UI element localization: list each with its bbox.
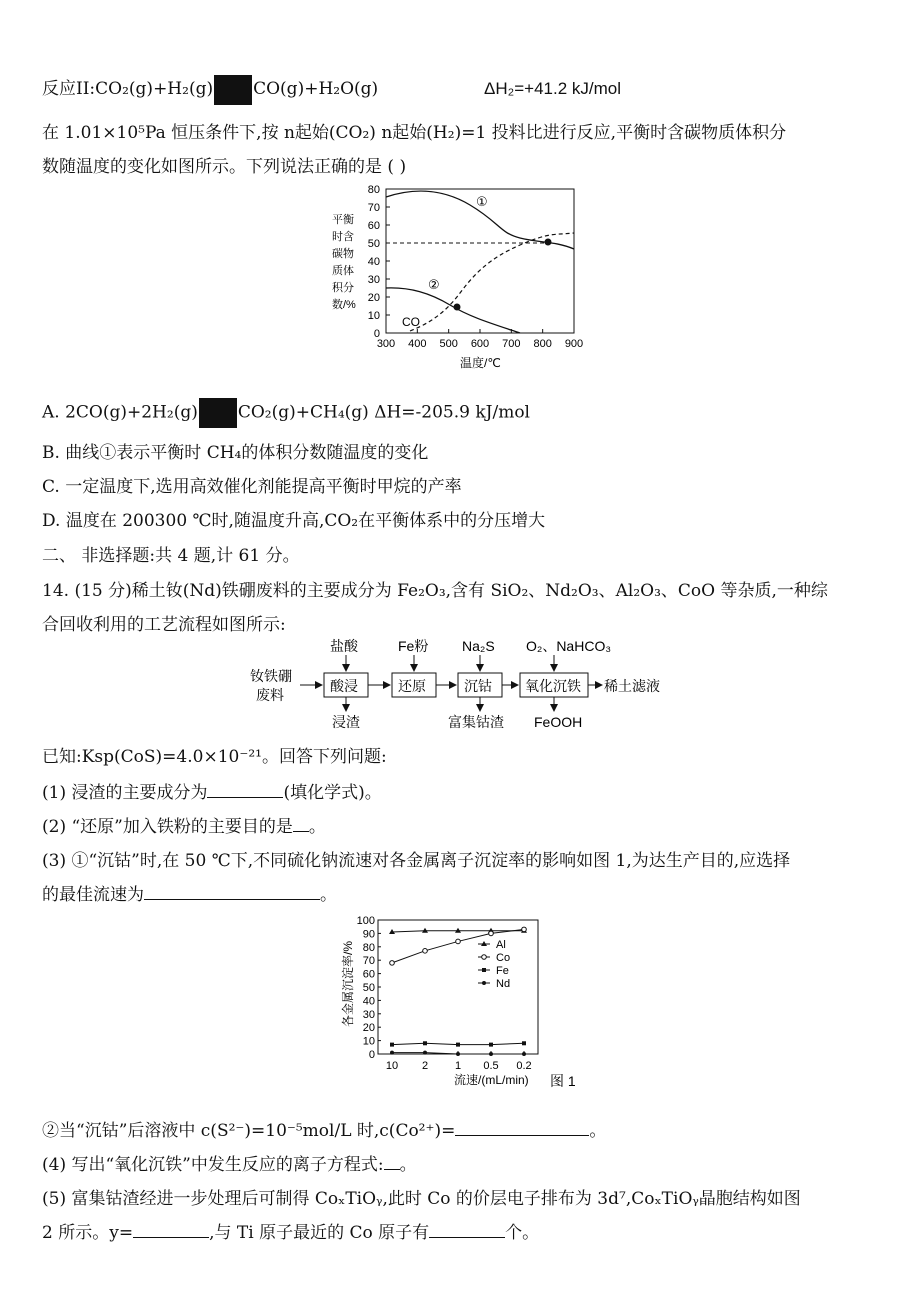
chart-2-ytick: 0 bbox=[368, 1049, 375, 1061]
chart-1-ylabel-line: 碳物 bbox=[332, 248, 354, 260]
chart-2-point-co bbox=[456, 939, 461, 944]
chart-1-label-2: ② bbox=[428, 277, 440, 292]
chart-2-legend-marker bbox=[482, 968, 486, 972]
part-5-text-a: 2 所示。y= bbox=[42, 1223, 134, 1243]
q14-part-1 bbox=[42, 778, 382, 803]
chart-2-ytick: 60 bbox=[362, 968, 375, 981]
chart-2-caption: 图 1 bbox=[550, 1073, 576, 1089]
flow-box-label: 沉钴 bbox=[464, 678, 492, 694]
chart-2-ytick: 40 bbox=[362, 995, 375, 1008]
reaction-ii-right: CO(g)+H₂O(g) bbox=[253, 79, 379, 99]
chart-2-xtick: 0.5 bbox=[483, 1060, 499, 1072]
chart-2-xtick: 1 bbox=[454, 1060, 462, 1072]
q14-part-3b bbox=[42, 1116, 606, 1141]
chart-1-xtick: 700 bbox=[502, 338, 521, 350]
q13-condition-1: 在 1.01×10⁵Pa 恒压条件下,按 n起始(CO₂) n起始(H₂)=1 投料比进行反应,平衡时含碳物质体积分 bbox=[42, 123, 787, 143]
part-1-text: (1) 浸渣的主要成分为 bbox=[42, 783, 208, 803]
flow-reagent: Fe粉 bbox=[398, 638, 429, 654]
chart-2-ytick: 30 bbox=[362, 1008, 375, 1021]
chart-1-ylabel bbox=[332, 213, 356, 311]
chart-2-point-al bbox=[455, 928, 461, 933]
flow-reagent: 盐酸 bbox=[330, 638, 358, 654]
q14-part-3-line-1: (3) ①“沉钴”时,在 50 ℃下,不同硫化钠流速对各金属离子沉淀率的影响如图 1,为达生产目的,应选择 bbox=[42, 851, 791, 871]
chart-1-ytick: 70 bbox=[367, 202, 380, 214]
chart-1-xtick: 500 bbox=[439, 338, 458, 350]
reaction-ii-line bbox=[42, 74, 621, 105]
q14-part-2 bbox=[42, 812, 326, 837]
answer-blank[interactable] bbox=[293, 815, 309, 832]
chart-1-ytick: 60 bbox=[367, 220, 380, 232]
chart-2-point-fe bbox=[489, 1043, 493, 1047]
chart-2-ytick: 80 bbox=[362, 941, 375, 954]
chart-1-temperature bbox=[330, 183, 600, 373]
q13-condition-2: 数随温度的变化如图所示。下列说法正确的是 ( ) bbox=[42, 157, 407, 177]
chart-1-ytick: 30 bbox=[367, 274, 380, 286]
chart-2-precipitation bbox=[330, 912, 590, 1092]
chart-2-legend-marker bbox=[482, 981, 486, 985]
process-flow-diagram bbox=[240, 633, 680, 733]
chart-2-ytick: 20 bbox=[362, 1022, 375, 1035]
chart-2-point-fe bbox=[390, 1043, 394, 1047]
equilibrium-arrow-icon bbox=[199, 398, 237, 428]
chart-2-xtick: 2 bbox=[421, 1060, 429, 1072]
chart-1-ytick: 20 bbox=[367, 292, 380, 304]
q14-intro-1: 14. (15 分)稀土钕(Nd)铁硼废料的主要成分为 Fe₂O₃,含有 SiO₂、Nd₂O₃、Al₂O₃、CoO 等杂质,一种综 bbox=[42, 581, 828, 601]
reaction-ii-left: 反应II:CO₂(g)+H₂(g) bbox=[42, 79, 214, 99]
chart-2-point-nd bbox=[423, 1051, 427, 1055]
chart-1-ylabel-line: 时含 bbox=[332, 231, 354, 243]
chart-2-point-co bbox=[489, 931, 494, 936]
chart-2-point-al bbox=[422, 928, 428, 933]
chart-2-ytick: 90 bbox=[362, 928, 375, 941]
chart-1-xtick: 900 bbox=[564, 338, 584, 350]
flow-output: 浸渣 bbox=[332, 714, 360, 730]
flow-box-label: 氧化沉铁 bbox=[525, 678, 581, 694]
flow-box-label: 还原 bbox=[398, 678, 426, 694]
chart-1-intersection-point bbox=[545, 239, 552, 246]
part-3-text: 的最佳流速为 bbox=[42, 885, 144, 905]
q14-part-5-line-1: (5) 富集钴渣经进一步处理后可制得 CoₓTiOᵧ,此时 Co 的价层电子排布为 3d⁷,CoₓTiOᵧ晶胞结构如图 bbox=[42, 1189, 801, 1209]
answer-blank[interactable] bbox=[144, 883, 320, 900]
chart-2-legend-label: Al bbox=[496, 939, 506, 951]
chart-1-ytick: 10 bbox=[367, 310, 380, 322]
q14-intro-2: 合回收利用的工艺流程如图所示: bbox=[42, 615, 286, 635]
part-4-text: (4) 写出“氧化沉铁”中发生反应的离子方程式: bbox=[42, 1155, 384, 1175]
chart-2-legend-label: Nd bbox=[496, 978, 511, 990]
part-3b-tail: 。 bbox=[589, 1121, 607, 1141]
chart-2-ytick: 70 bbox=[362, 955, 375, 968]
flow-feed: 钕铁硼 bbox=[250, 668, 292, 684]
flow-feed: 废料 bbox=[256, 687, 284, 703]
chart-1-ytick: 80 bbox=[367, 184, 380, 196]
chart-1-xtick: 800 bbox=[533, 338, 552, 350]
answer-blank[interactable] bbox=[133, 1221, 209, 1238]
chart-2-ytick: 100 bbox=[356, 915, 375, 927]
chart-1-label-1: ① bbox=[476, 194, 488, 209]
chart-2-xtick: 0.2 bbox=[516, 1060, 532, 1072]
flow-reagent: O₂、NaHCO₃ bbox=[526, 638, 612, 654]
chart-2-point-co bbox=[423, 949, 428, 954]
chart-1-xtick: 300 bbox=[376, 338, 396, 350]
chart-2-xtick: 10 bbox=[385, 1060, 399, 1072]
chart-1-frame bbox=[386, 189, 574, 333]
part-5-text-b: ,与 Ti 原子最近的 Co 原子有 bbox=[209, 1223, 430, 1243]
chart-2-legend-marker bbox=[482, 955, 487, 960]
chart-2-point-nd bbox=[390, 1051, 394, 1055]
part-3b-text: ②当“沉钴”后溶液中 c(S²⁻)=10⁻⁵mol/L 时,c(Co²⁺)= bbox=[42, 1121, 456, 1141]
flow-box-label: 酸浸 bbox=[330, 678, 358, 694]
q13-option-a bbox=[42, 398, 530, 428]
chart-1-ylabel-line: 积分 bbox=[332, 282, 354, 294]
q14-known: 已知:Ksp(CoS)=4.0×10⁻²¹。回答下列问题: bbox=[42, 747, 387, 767]
chart-1-ylabel-line: 平衡 bbox=[332, 214, 354, 226]
q13-option-c: C. 一定温度下,选用高效催化剂能提高平衡时甲烷的产率 bbox=[42, 477, 462, 497]
chart-2-legend-label: Co bbox=[496, 952, 511, 964]
q13-option-d: D. 温度在 200300 ℃时,随温度升高,CO₂在平衡体系中的分压增大 bbox=[42, 511, 546, 531]
part-2-text: (2) “还原”加入铁粉的主要目的是 bbox=[42, 817, 293, 837]
chart-2-point-fe bbox=[522, 1041, 526, 1045]
chart-2-ylabel: 各金属沉淀率/% bbox=[341, 940, 355, 1028]
q14-part-5-line-2 bbox=[42, 1218, 539, 1243]
answer-blank[interactable] bbox=[384, 1153, 400, 1170]
part-4-tail: 。 bbox=[399, 1155, 417, 1175]
chart-2-ytick: 10 bbox=[362, 1035, 375, 1048]
option-a-left: A. 2CO(g)+2H₂(g) bbox=[42, 402, 198, 423]
answer-blank[interactable] bbox=[429, 1221, 505, 1238]
option-a-right: CO₂(g)+CH₄(g) ΔH=-205.9 kJ/mol bbox=[237, 402, 530, 423]
chart-2-point-fe bbox=[456, 1043, 460, 1047]
chart-1-ylabel-line: 质体 bbox=[332, 265, 354, 277]
flow-output: FeOOH bbox=[534, 714, 583, 730]
chart-2-point-fe bbox=[423, 1041, 427, 1045]
flow-product: 稀土滤液 bbox=[604, 678, 660, 694]
chart-1-ytick: 0 bbox=[373, 328, 380, 340]
reaction-ii-enthalpy: ΔH₂=+41.2 kJ/mol bbox=[483, 79, 621, 98]
flow-reagent: Na₂S bbox=[462, 638, 495, 654]
part-3-tail: 。 bbox=[320, 885, 337, 905]
q14-part-3-line-2 bbox=[42, 880, 337, 905]
q14-part-4 bbox=[42, 1150, 417, 1175]
chart-1-ytick: 40 bbox=[367, 256, 380, 268]
chart-1-ylabel-line: 数/% bbox=[332, 299, 356, 311]
chart-2-xlabel: 流速/(mL/min) bbox=[454, 1073, 529, 1087]
chart-2-ytick: 50 bbox=[362, 982, 375, 994]
flow-output: 富集钴渣 bbox=[448, 714, 504, 730]
chart-2-point-co bbox=[522, 927, 527, 932]
chart-1-intersection-point bbox=[454, 304, 461, 311]
chart-1-xtick: 600 bbox=[470, 338, 490, 350]
q13-option-b: B. 曲线①表示平衡时 CH₄的体积分数随温度的变化 bbox=[42, 443, 429, 463]
chart-2-point-nd bbox=[456, 1052, 460, 1056]
chart-2-legend-label: Fe bbox=[496, 965, 509, 977]
chart-1-xlabel: 温度/℃ bbox=[460, 356, 501, 370]
chart-1-label-co: CO bbox=[402, 315, 420, 329]
part-1-tail: (填化学式)。 bbox=[283, 783, 382, 803]
equilibrium-arrow-icon bbox=[214, 75, 252, 105]
section-2-heading: 二、 非选择题:共 4 题,计 61 分。 bbox=[42, 546, 300, 566]
chart-1-xtick: 400 bbox=[408, 338, 427, 350]
answer-blank[interactable] bbox=[207, 781, 283, 798]
chart-2-point-nd bbox=[489, 1052, 493, 1056]
chart-2-point-nd bbox=[522, 1052, 526, 1056]
chart-1-ytick: 50 bbox=[367, 238, 380, 250]
part-5-text-c: 个。 bbox=[505, 1223, 540, 1243]
part-2-tail: 。 bbox=[308, 817, 326, 837]
chart-2-point-co bbox=[390, 961, 395, 966]
answer-blank[interactable] bbox=[455, 1119, 589, 1136]
